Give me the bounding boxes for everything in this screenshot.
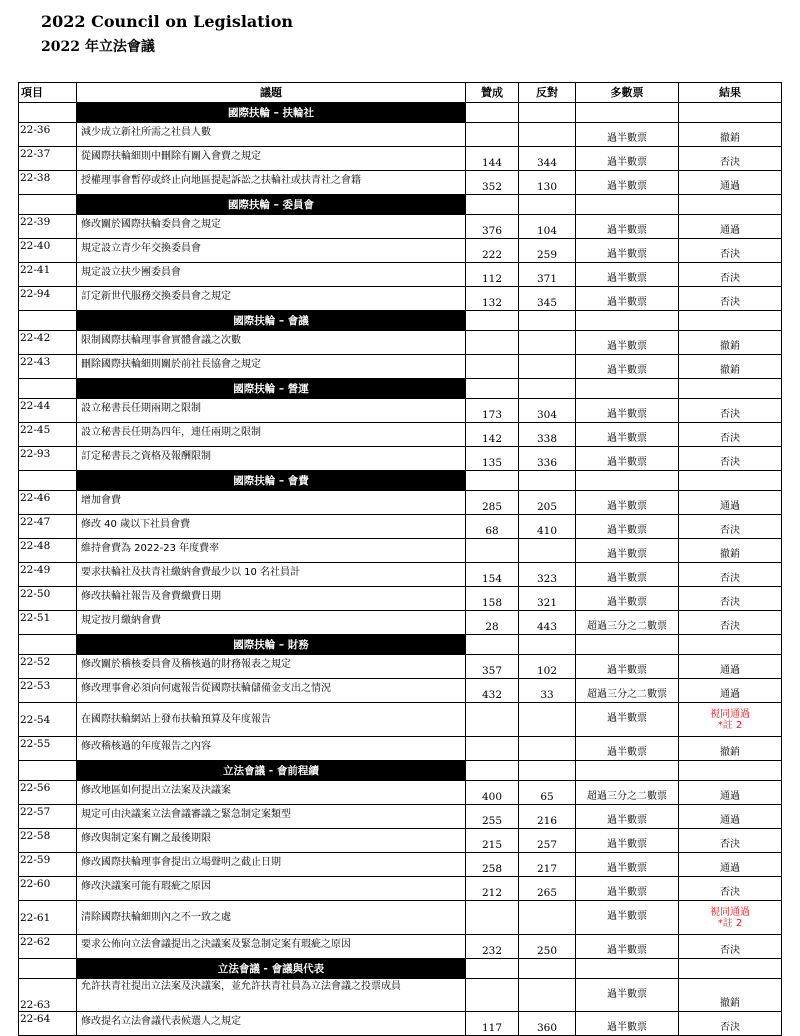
- table-row: [19, 1012, 782, 1036]
- votes-against: 217: [519, 853, 576, 877]
- votes-against: 410: [519, 515, 576, 539]
- votes-against: 102: [519, 655, 576, 679]
- section-header-row: [19, 959, 782, 979]
- item-id: 22-63: [19, 979, 77, 1012]
- section-empty-cell: [679, 635, 782, 655]
- votes-against: 65: [519, 781, 576, 805]
- votes-for: 222: [466, 239, 519, 263]
- item-id: 22-62: [19, 935, 77, 959]
- result-text: 視同通過: [710, 907, 750, 918]
- item-topic: 設立秘書長任期兩期之限制: [77, 399, 466, 423]
- section-empty-cell: [519, 311, 576, 331]
- votes-for: [466, 331, 519, 355]
- result-text: 視同通過: [710, 709, 750, 720]
- result: 否決: [679, 515, 782, 539]
- item-topic: 規定設立青少年交換委員會: [77, 239, 466, 263]
- result: 否決: [679, 399, 782, 423]
- result: 通過: [679, 215, 782, 239]
- votes-against: 205: [519, 491, 576, 515]
- item-id: 22-61: [19, 901, 77, 935]
- section-empty-cell: [519, 471, 576, 491]
- votes-against: 130: [519, 171, 576, 195]
- item-topic: 限制國際扶輪理事會實體會議之次數: [77, 331, 466, 355]
- votes-for: [466, 737, 519, 761]
- votes-for: 68: [466, 515, 519, 539]
- result-footnote: *註 2: [717, 720, 743, 731]
- document-title-en: 2022 Council on Legislation: [41, 12, 294, 31]
- votes-against: 338: [519, 423, 576, 447]
- votes-for: 352: [466, 171, 519, 195]
- votes-against: 323: [519, 563, 576, 587]
- table-row: [19, 979, 782, 1012]
- table-row: [19, 737, 782, 761]
- votes-against: 250: [519, 935, 576, 959]
- votes-against: [519, 979, 576, 1012]
- item-topic: 增加會費: [77, 491, 466, 515]
- section-header-row: [19, 311, 782, 331]
- table-row: [19, 331, 782, 355]
- result: 否決: [679, 147, 782, 171]
- section-spacer: [19, 471, 77, 491]
- section-empty-cell: [466, 103, 519, 123]
- item-id: 22-93: [19, 447, 77, 471]
- table-row: [19, 355, 782, 379]
- item-topic: 修改國際扶輪理事會提出立場聲明之截止日期: [77, 853, 466, 877]
- section-empty-cell: [576, 103, 679, 123]
- table-row: [19, 877, 782, 901]
- section-empty-cell: [679, 959, 782, 979]
- votes-for: 142: [466, 423, 519, 447]
- majority-type: 過半數票: [576, 563, 679, 587]
- section-header-row: [19, 103, 782, 123]
- result: 否決: [679, 829, 782, 853]
- votes-for: [466, 355, 519, 379]
- votes-against: [519, 703, 576, 737]
- section-empty-cell: [679, 471, 782, 491]
- item-id: 22-94: [19, 287, 77, 311]
- majority-type: 過半數票: [576, 877, 679, 901]
- votes-against: [519, 331, 576, 355]
- majority-type: 過半數票: [576, 935, 679, 959]
- majority-type: 過半數票: [576, 331, 679, 355]
- item-id: 22-55: [19, 737, 77, 761]
- section-title: 立法會議 - 會前程續: [77, 761, 466, 781]
- votes-against: 321: [519, 587, 576, 611]
- table-row: [19, 563, 782, 587]
- result: 通過: [679, 679, 782, 703]
- table-row: [19, 491, 782, 515]
- majority-type: 過半數票: [576, 147, 679, 171]
- section-title: 國際扶輪 – 會費: [77, 471, 466, 491]
- votes-for: 215: [466, 829, 519, 853]
- votes-for: 400: [466, 781, 519, 805]
- majority-type: 過半數票: [576, 123, 679, 147]
- result-footnote: *註 2: [717, 918, 743, 929]
- section-empty-cell: [466, 761, 519, 781]
- section-empty-cell: [519, 761, 576, 781]
- votes-for: 212: [466, 877, 519, 901]
- majority-type: 超過三分之二數票: [576, 611, 679, 635]
- item-topic: 修改 40 歲以下社員會費: [77, 515, 466, 539]
- item-id: 22-48: [19, 539, 77, 563]
- item-id: 22-56: [19, 781, 77, 805]
- majority-type: 過半數票: [576, 655, 679, 679]
- votes-for: [466, 979, 519, 1012]
- votes-for: 154: [466, 563, 519, 587]
- section-spacer: [19, 761, 77, 781]
- majority-type: 過半數票: [576, 587, 679, 611]
- legislation-table: [18, 82, 782, 1036]
- votes-against: 259: [519, 239, 576, 263]
- votes-against: 344: [519, 147, 576, 171]
- votes-against: [519, 737, 576, 761]
- majority-type: 過半數票: [576, 737, 679, 761]
- majority-type: 過半數票: [576, 539, 679, 563]
- majority-type: 過半數票: [576, 423, 679, 447]
- result: 撤銷: [679, 539, 782, 563]
- item-topic: 修改理事會必須向何處報告從國際扶輪儲備金支出之情況: [77, 679, 466, 703]
- section-empty-cell: [576, 379, 679, 399]
- table-row: [19, 423, 782, 447]
- item-id: 22-36: [19, 123, 77, 147]
- votes-for: 28: [466, 611, 519, 635]
- table-row: [19, 287, 782, 311]
- item-id: 22-42: [19, 331, 77, 355]
- table-row: [19, 679, 782, 703]
- item-topic: 修改決議案可能有瑕疵之原因: [77, 877, 466, 901]
- majority-type: 過半數票: [576, 829, 679, 853]
- section-empty-cell: [679, 311, 782, 331]
- table-row: [19, 215, 782, 239]
- document-title-zh: 2022 年立法會議: [41, 39, 155, 55]
- votes-for: 112: [466, 263, 519, 287]
- section-empty-cell: [576, 311, 679, 331]
- votes-for: 357: [466, 655, 519, 679]
- item-topic: 維持會費為 2022-23 年度費率: [77, 539, 466, 563]
- section-empty-cell: [576, 635, 679, 655]
- item-id: 22-45: [19, 423, 77, 447]
- result: 否決: [679, 263, 782, 287]
- col-header-majority: 多數票: [576, 83, 679, 103]
- section-spacer: [19, 195, 77, 215]
- item-id: 22-39: [19, 215, 77, 239]
- votes-against: 33: [519, 679, 576, 703]
- section-empty-cell: [679, 195, 782, 215]
- section-empty-cell: [466, 379, 519, 399]
- section-empty-cell: [576, 471, 679, 491]
- section-empty-cell: [466, 959, 519, 979]
- item-id: 22-51: [19, 611, 77, 635]
- votes-against: 345: [519, 287, 576, 311]
- majority-type: 過半數票: [576, 215, 679, 239]
- table-row: [19, 901, 782, 935]
- item-topic: 修改稽核過的年度報告之內容: [77, 737, 466, 761]
- votes-for: [466, 901, 519, 935]
- votes-for: 158: [466, 587, 519, 611]
- section-empty-cell: [576, 195, 679, 215]
- votes-against: 104: [519, 215, 576, 239]
- majority-type: 過半數票: [576, 901, 679, 935]
- votes-against: [519, 355, 576, 379]
- section-spacer: [19, 959, 77, 979]
- section-empty-cell: [519, 635, 576, 655]
- section-title: 國際扶輪 – 委員會: [77, 195, 466, 215]
- item-id: 22-52: [19, 655, 77, 679]
- item-topic: 修改提名立法會議代表候選人之規定: [77, 1012, 466, 1036]
- votes-against: 360: [519, 1012, 576, 1036]
- majority-type: 過半數票: [576, 703, 679, 737]
- votes-for: 258: [466, 853, 519, 877]
- majority-type: 過半數票: [576, 355, 679, 379]
- item-topic: 修改扶輪社報告及會費繳費日期: [77, 587, 466, 611]
- section-spacer: [19, 379, 77, 399]
- item-id: 22-37: [19, 147, 77, 171]
- table-header-row: [19, 83, 782, 103]
- section-empty-cell: [519, 103, 576, 123]
- item-topic: 修改與制定案有關之最後期限: [77, 829, 466, 853]
- votes-for: 117: [466, 1012, 519, 1036]
- item-topic: 規定可由決議案立法會議審議之緊急制定案類型: [77, 805, 466, 829]
- col-header-for: 贊成: [466, 83, 519, 103]
- votes-against: 443: [519, 611, 576, 635]
- table-row: [19, 781, 782, 805]
- item-id: 22-43: [19, 355, 77, 379]
- result: 通過: [679, 171, 782, 195]
- item-id: 22-49: [19, 563, 77, 587]
- votes-against: 216: [519, 805, 576, 829]
- votes-against: 336: [519, 447, 576, 471]
- section-title: 國際扶輪 – 財務: [77, 635, 466, 655]
- item-topic: 修改地區如何提出立法案及決議案: [77, 781, 466, 805]
- section-title: 立法會議 - 會議與代表: [77, 959, 466, 979]
- section-empty-cell: [466, 471, 519, 491]
- section-spacer: [19, 103, 77, 123]
- item-id: 22-40: [19, 239, 77, 263]
- table-row: [19, 703, 782, 737]
- item-topic: 規定按月繳納會費: [77, 611, 466, 635]
- col-header-topic: 議題: [77, 83, 466, 103]
- result: 撤銷: [679, 737, 782, 761]
- col-header-result: 結果: [679, 83, 782, 103]
- majority-type: 過半數票: [576, 515, 679, 539]
- majority-type: 過半數票: [576, 853, 679, 877]
- section-empty-cell: [466, 635, 519, 655]
- majority-type: 過半數票: [576, 1012, 679, 1036]
- votes-against: [519, 901, 576, 935]
- result: 撤銷: [679, 979, 782, 1012]
- result: 撤銷: [679, 123, 782, 147]
- majority-type: 過半數票: [576, 447, 679, 471]
- table-row: [19, 935, 782, 959]
- votes-against: 304: [519, 399, 576, 423]
- item-id: 22-41: [19, 263, 77, 287]
- section-header-row: [19, 195, 782, 215]
- table-row: [19, 829, 782, 853]
- majority-type: 過半數票: [576, 287, 679, 311]
- item-id: 22-60: [19, 877, 77, 901]
- result: 通過: [679, 853, 782, 877]
- table-row: [19, 611, 782, 635]
- votes-against: 257: [519, 829, 576, 853]
- votes-for: 144: [466, 147, 519, 171]
- item-topic: 從國際扶輪細則中刪除有關入會費之規定: [77, 147, 466, 171]
- item-topic: 減少成立新社所需之社員人數: [77, 123, 466, 147]
- result: 否決: [679, 287, 782, 311]
- section-empty-cell: [679, 379, 782, 399]
- col-header-against: 反對: [519, 83, 576, 103]
- section-empty-cell: [576, 761, 679, 781]
- section-empty-cell: [679, 761, 782, 781]
- item-topic: 修改關於國際扶輪委員會之規定: [77, 215, 466, 239]
- result: 否決: [679, 935, 782, 959]
- item-id: 22-58: [19, 829, 77, 853]
- majority-type: 過半數票: [576, 171, 679, 195]
- votes-for: 232: [466, 935, 519, 959]
- item-id: 22-47: [19, 515, 77, 539]
- result: 通過: [679, 781, 782, 805]
- result: 否決: [679, 239, 782, 263]
- item-topic: 清除國際扶輪細則內之不一致之處: [77, 901, 466, 935]
- result: 否決: [679, 587, 782, 611]
- section-header-row: [19, 761, 782, 781]
- table-row: [19, 239, 782, 263]
- votes-for: [466, 703, 519, 737]
- section-empty-cell: [519, 379, 576, 399]
- table-row: [19, 171, 782, 195]
- item-id: 22-44: [19, 399, 77, 423]
- section-header-row: [19, 471, 782, 491]
- item-id: 22-46: [19, 491, 77, 515]
- section-empty-cell: [466, 311, 519, 331]
- result: 通過: [679, 491, 782, 515]
- table-row: [19, 587, 782, 611]
- result: 撤銷: [679, 331, 782, 355]
- item-topic: 訂定新世代服務交換委員會之規定: [77, 287, 466, 311]
- section-title: 國際扶輪 – 營運: [77, 379, 466, 399]
- section-header-row: [19, 379, 782, 399]
- majority-type: 超過三分之二數票: [576, 679, 679, 703]
- result: 否決: [679, 423, 782, 447]
- votes-for: [466, 123, 519, 147]
- result: 否決: [679, 447, 782, 471]
- table-row: [19, 147, 782, 171]
- section-spacer: [19, 311, 77, 331]
- section-empty-cell: [576, 959, 679, 979]
- result: 否決: [679, 611, 782, 635]
- result: 否決: [679, 877, 782, 901]
- table-row: [19, 805, 782, 829]
- item-topic: 要求扶輪社及扶青社繳納會費最少以 10 名社員計: [77, 563, 466, 587]
- votes-for: 285: [466, 491, 519, 515]
- result: 通過: [679, 655, 782, 679]
- votes-against: [519, 539, 576, 563]
- votes-for: 376: [466, 215, 519, 239]
- item-topic: 刪除國際扶輪細則關於前社長協會之規定: [77, 355, 466, 379]
- item-topic: 修改關於稽核委員會及稽核過的財務報表之規定: [77, 655, 466, 679]
- majority-type: 過半數票: [576, 239, 679, 263]
- majority-type: 過半數票: [576, 979, 679, 1012]
- item-topic: 在國際扶輪網站上發布扶輪預算及年度報告: [77, 703, 466, 737]
- section-empty-cell: [519, 195, 576, 215]
- item-id: 22-53: [19, 679, 77, 703]
- votes-for: 432: [466, 679, 519, 703]
- votes-for: 132: [466, 287, 519, 311]
- item-topic: 規定設立扶少團委員會: [77, 263, 466, 287]
- table-row: [19, 539, 782, 563]
- table-row: [19, 515, 782, 539]
- item-id: 22-38: [19, 171, 77, 195]
- result: 否決: [679, 1012, 782, 1036]
- majority-type: 過半數票: [576, 263, 679, 287]
- table-row: [19, 399, 782, 423]
- item-topic: 授權理事會暫停或終止向地區提起訴訟之扶輪社或扶青社之會籍: [77, 171, 466, 195]
- result-cell: [679, 901, 782, 935]
- item-id: 22-59: [19, 853, 77, 877]
- result-cell: [679, 703, 782, 737]
- table-row: [19, 263, 782, 287]
- votes-for: 135: [466, 447, 519, 471]
- votes-for: 255: [466, 805, 519, 829]
- result: 撤銷: [679, 355, 782, 379]
- majority-type: 過半數票: [576, 805, 679, 829]
- item-topic: 要求公佈向立法會議提出之決議案及緊急制定案有瑕疵之原因: [77, 935, 466, 959]
- result: 否決: [679, 563, 782, 587]
- item-id: 22-64: [19, 1012, 77, 1036]
- section-title: 國際扶輪 – 扶輪社: [77, 103, 466, 123]
- result: 通過: [679, 805, 782, 829]
- item-id: 22-50: [19, 587, 77, 611]
- table-row: [19, 655, 782, 679]
- item-topic: 訂定秘書長之資格及報酬限制: [77, 447, 466, 471]
- item-id: 22-57: [19, 805, 77, 829]
- section-spacer: [19, 635, 77, 655]
- votes-for: [466, 539, 519, 563]
- col-header-id: 項目: [19, 83, 77, 103]
- votes-against: 371: [519, 263, 576, 287]
- item-topic: 設立秘書長任期為四年，連任兩期之限制: [77, 423, 466, 447]
- section-empty-cell: [519, 959, 576, 979]
- majority-type: 超過三分之二數票: [576, 781, 679, 805]
- section-empty-cell: [466, 195, 519, 215]
- table-body: [19, 103, 782, 1036]
- section-title: 國際扶輪 – 會議: [77, 311, 466, 331]
- table-row: [19, 123, 782, 147]
- section-header-row: [19, 635, 782, 655]
- votes-for: 173: [466, 399, 519, 423]
- majority-type: 過半數票: [576, 491, 679, 515]
- table-row: [19, 447, 782, 471]
- majority-type: 過半數票: [576, 399, 679, 423]
- votes-against: [519, 123, 576, 147]
- table-row: [19, 853, 782, 877]
- item-id: 22-54: [19, 703, 77, 737]
- section-empty-cell: [679, 103, 782, 123]
- votes-against: 265: [519, 877, 576, 901]
- item-topic: 允許扶青社提出立法案及決議案，並允許扶青社員為立法會議之投票成員: [77, 979, 466, 1012]
